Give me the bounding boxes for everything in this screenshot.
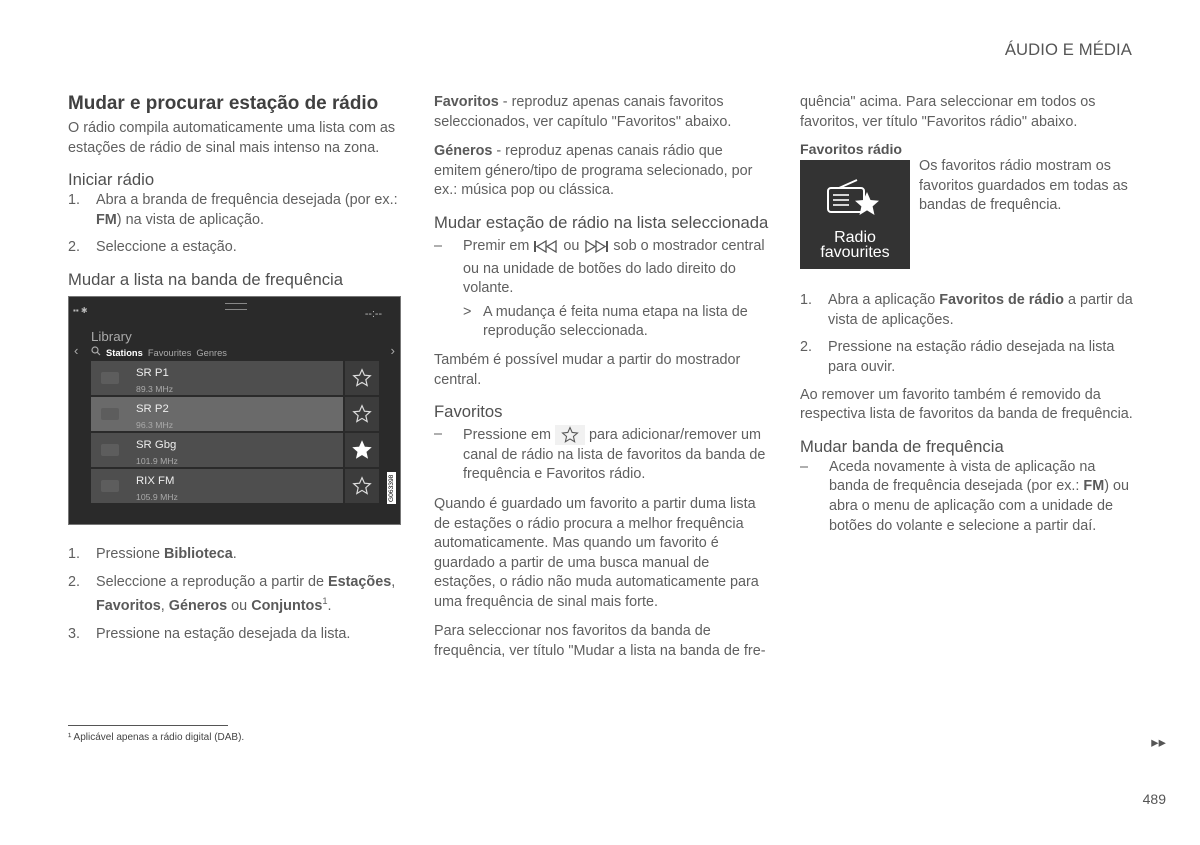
tab-favourites: Favourites — [147, 347, 192, 358]
change-station-bullet: – Premir em ou sob o mostrador central ou na unidade de botões do lado direito do volante. — [434, 237, 765, 297]
column-1 — [68, 93, 408, 652]
radio-favourites-text: Os favoritos rádio mostram os favoritos guardados em todas as bandas de frequência. — [919, 158, 1128, 214]
start-step-2: 2. Seleccione a estação. — [68, 239, 237, 256]
footnote-divider — [68, 725, 228, 726]
continue-arrows-icon: ▸▸ — [1151, 735, 1166, 751]
step-1: 1. Pressione Biblioteca. — [68, 545, 237, 562]
change-list-heading: Mudar a lista na banda de frequência — [68, 269, 344, 289]
chevron-left-icon: ‹ — [74, 342, 79, 358]
continued-paragraph: quência" acima. Para seleccionar em todos os favoritos, ver título "Favoritos rádio" abaixo. — [800, 94, 1096, 130]
station-row — [91, 469, 379, 503]
skip-back-icon — [533, 240, 559, 260]
station-item — [91, 469, 343, 503]
folder-icon — [101, 480, 119, 492]
favourites-mode-paragraph: Favoritos - reproduz apenas canais favoritos seleccionados, ver capítulo "Favoritos" abaixo. — [434, 94, 732, 130]
radio-icon — [825, 178, 885, 228]
station-name: SR P1 — [136, 366, 169, 379]
step-2: 2. Seleccione a reprodução a partir de Estações, Favoritos, Géneros ou Conjuntos$^1$. — [68, 573, 396, 614]
star-outline-icon — [345, 397, 379, 431]
station-name: RIX FM — [136, 474, 175, 487]
status-bar — [69, 297, 400, 319]
station-item — [91, 361, 343, 395]
station-name: SR P2 — [136, 402, 169, 415]
folder-icon — [101, 444, 119, 456]
favourites-step-2: 2. Pressione na estação rádio desejada na lista para ouvir. — [800, 339, 1115, 375]
station-frequency: 89.3 MHz — [136, 383, 174, 394]
handle-icon — [225, 303, 247, 310]
favourites-bullet: – Pressione em para adicionar/remover um canal de rádio na lista de favoritos da banda de frequência e Favoritos rádio. — [434, 426, 766, 483]
signal-icon: ▪▪ ✱ — [73, 305, 88, 315]
genres-mode-paragraph: Géneros - reproduz apenas canais rádio que emitem género/tipo de programa selecionado, por ex.: música pop ou clássica. — [434, 143, 753, 199]
station-frequency: 101.9 MHz — [136, 455, 178, 466]
station-name: SR Gbg — [136, 438, 177, 451]
change-band-bullet: – Aceda novamente à vista de aplicação na banda de frequência desejada (por ex.: FM) ou abra o menu de aplicação com a unidade de botões do volante e selecione a partir daí. — [800, 458, 1130, 534]
favourites-heading: Favoritos — [434, 402, 503, 422]
station-frequency: 105.9 MHz — [136, 491, 178, 502]
also-central-paragraph: Também é possível mudar a partir do mostrador central. — [434, 351, 741, 388]
station-item — [91, 433, 343, 467]
chevron-right-icon: › — [390, 342, 395, 358]
radio-favourites-block — [800, 160, 1135, 269]
intro-paragraph: O rádio compila automaticamente uma lista com as estações de rádio de sinal mais intenso na zona. — [68, 120, 396, 156]
change-band-heading: Mudar banda de frequência — [800, 436, 1004, 456]
library-title: Library — [91, 328, 132, 344]
folder-icon — [101, 408, 119, 420]
folder-icon — [101, 372, 119, 384]
page-title: Mudar e procurar estação de rádio — [68, 93, 379, 114]
station-row — [91, 433, 379, 467]
tab-genres: Genres — [196, 347, 227, 358]
station-row — [91, 361, 379, 395]
clock: --:-- — [364, 307, 382, 320]
tab-stations: Stations — [106, 347, 143, 358]
library-screenshot — [68, 296, 401, 525]
station-item — [91, 397, 343, 431]
star-outline-icon — [345, 361, 379, 395]
footnote: ¹ Aplicável apenas a rádio digital (DAB). — [68, 732, 245, 743]
station-frequency: 96.3 MHz — [136, 419, 174, 430]
select-band-favourites-paragraph: Para seleccionar nos favoritos da banda de frequência, ver título "Mudar a lista na banda de fre- — [434, 623, 766, 660]
skip-forward-icon — [583, 240, 609, 260]
section-header: ÁUDIO E MÉDIA — [1004, 40, 1132, 59]
tile-label: Radio favourites — [820, 229, 890, 262]
favourite-frequency-paragraph: Quando é guardado um favorito a partir duma lista de estações o rádio procura a melhor frequência automaticamente. Mas quando um favorito é guardado a partir de uma busca manual de estações, o rádio não muda automaticamente para uma frequência de sinal mais forte. — [434, 495, 759, 610]
column-2 — [434, 93, 769, 672]
figure-code: G063398 — [387, 472, 396, 504]
start-step-1: 1. Abra a branda de frequência desejada (por ex.: FM) na vista de aplicação. — [68, 192, 398, 228]
star-outline-icon — [345, 469, 379, 503]
radio-favourites-app-tile — [800, 160, 910, 269]
station-list — [91, 361, 379, 505]
change-station-heading: Mudar estação de rádio na lista seleccionada — [434, 212, 769, 232]
favourites-step-1: 1. Abra a aplicação Favoritos de rádio a partir da vista de aplicações. — [800, 292, 1133, 328]
radio-favourites-heading: Favoritos rádio — [800, 141, 903, 158]
column-3 — [800, 93, 1135, 540]
star-outline-icon — [555, 425, 585, 445]
star-filled-icon — [345, 433, 379, 467]
page-number: 489 — [1142, 791, 1166, 807]
remove-favourite-paragraph: Ao remover um favorito também é removido da respectiva lista de favoritos da banda de frequência. — [800, 386, 1133, 423]
change-station-result: > A mudança é feita numa etapa na lista de reprodução seleccionada. — [463, 303, 748, 340]
station-row — [91, 397, 379, 431]
start-radio-heading: Iniciar rádio — [68, 170, 155, 190]
step-3: 3. Pressione na estação desejada da lista. — [68, 625, 351, 642]
